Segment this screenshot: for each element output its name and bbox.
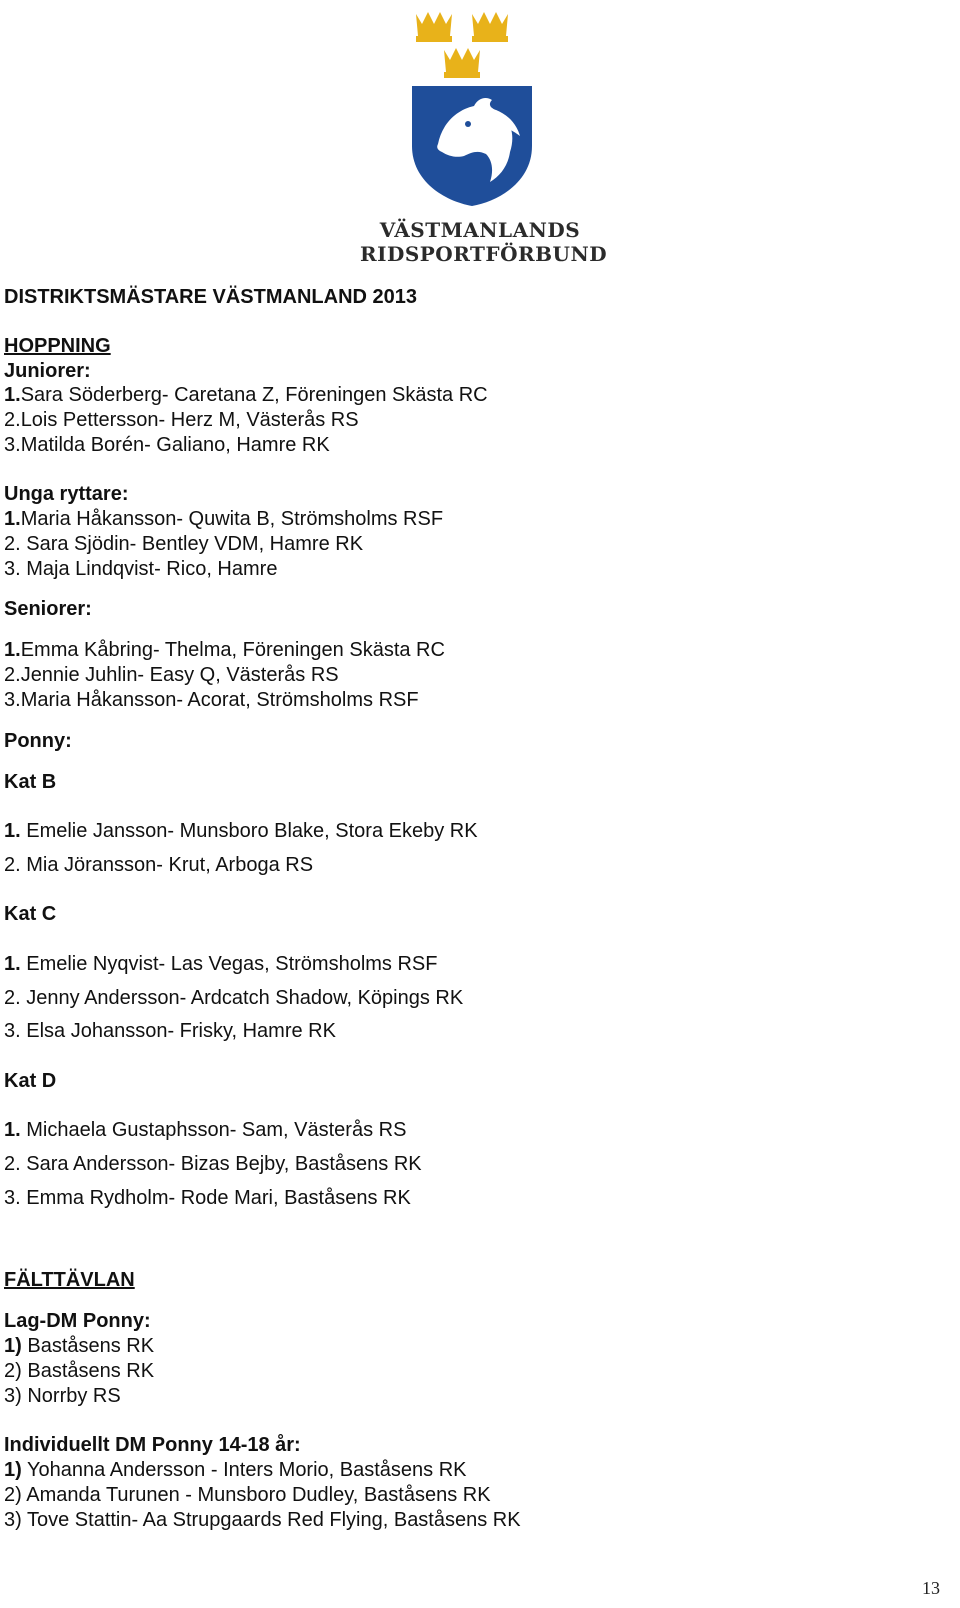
result-line: 1.Maria Håkansson- Quwita B, Strömsholms RSF [4, 508, 444, 530]
result-line: 3.Maria Håkansson- Acorat, Strömsholms RSF [4, 689, 419, 711]
page-number: 13 [922, 1578, 940, 1598]
result-line: 2) Baståsens RK [4, 1360, 155, 1382]
result-line: 1.Sara Söderberg- Caretana Z, Föreningen Skästa RC [4, 384, 488, 406]
logo-line-2: RIDSPORTFÖRBUND [360, 242, 608, 266]
crown-icon [472, 12, 508, 42]
section-heading-falttavlan: FÄLTTÄVLAN [4, 1269, 135, 1291]
federation-logo [360, 6, 608, 268]
category-label-lag-dm-ponny: Lag-DM Ponny: [4, 1310, 151, 1332]
shield-crest-icon [360, 6, 600, 211]
result-line: 3.Matilda Borén- Galiano, Hamre RK [4, 434, 330, 456]
result-line: 2. Sara Andersson- Bizas Bejby, Baståsens RK [4, 1153, 422, 1175]
result-line: 1) Yohanna Andersson - Inters Morio, Baståsens RK [4, 1459, 467, 1481]
category-label-unga-ryttare: Unga ryttare: [4, 483, 129, 505]
section-heading-hoppning: HOPPNING [4, 335, 111, 357]
logo-line-1: VÄSTMANLANDS [379, 218, 581, 242]
category-label-juniorer: Juniorer: [4, 360, 91, 382]
result-line: 3) Tove Stattin- Aa Strupgaards Red Flying, Baståsens RK [4, 1509, 521, 1531]
result-line: 3. Elsa Johansson- Frisky, Hamre RK [4, 1020, 336, 1042]
result-line: 2. Mia Jöransson- Krut, Arboga RS [4, 854, 314, 876]
subcategory-label-kat-b: Kat B [4, 771, 57, 793]
crown-icon [444, 48, 480, 78]
category-label-seniorer: Seniorer: [4, 598, 92, 620]
subcategory-label-kat-d: Kat D [4, 1070, 57, 1092]
result-line: 1. Michaela Gustaphsson- Sam, Västerås RS [4, 1119, 407, 1141]
result-line: 2. Jenny Andersson- Ardcatch Shadow, Köpings RK [4, 987, 464, 1009]
result-line: 3. Maja Lindqvist- Rico, Hamre [4, 558, 278, 580]
result-line: 2.Lois Pettersson- Herz M, Västerås RS [4, 409, 359, 431]
crown-icon [416, 12, 452, 42]
result-line: 1.Emma Kåbring- Thelma, Föreningen Skästa RC [4, 639, 445, 661]
subcategory-label-kat-c: Kat C [4, 903, 57, 925]
result-line: 1) Baståsens RK [4, 1335, 155, 1357]
result-line: 3) Norrby RS [4, 1385, 121, 1407]
result-line: 2.Jennie Juhlin- Easy Q, Västerås RS [4, 664, 339, 686]
result-line: 3. Emma Rydholm- Rode Mari, Baståsens RK [4, 1187, 411, 1209]
result-line: 1. Emelie Jansson- Munsboro Blake, Stora Ekeby RK [4, 820, 478, 842]
result-line: 2) Amanda Turunen - Munsboro Dudley, Baståsens RK [4, 1484, 491, 1506]
result-line: 1. Emelie Nyqvist- Las Vegas, Strömsholms RSF [4, 953, 438, 975]
page-title: DISTRIKTSMÄSTARE VÄSTMANLAND 2013 [4, 286, 417, 308]
category-label-individuellt-dm: Individuellt DM Ponny 14-18 år: [4, 1434, 301, 1456]
category-label-ponny: Ponny: [4, 730, 72, 752]
result-line: 2. Sara Sjödin- Bentley VDM, Hamre RK [4, 533, 364, 555]
